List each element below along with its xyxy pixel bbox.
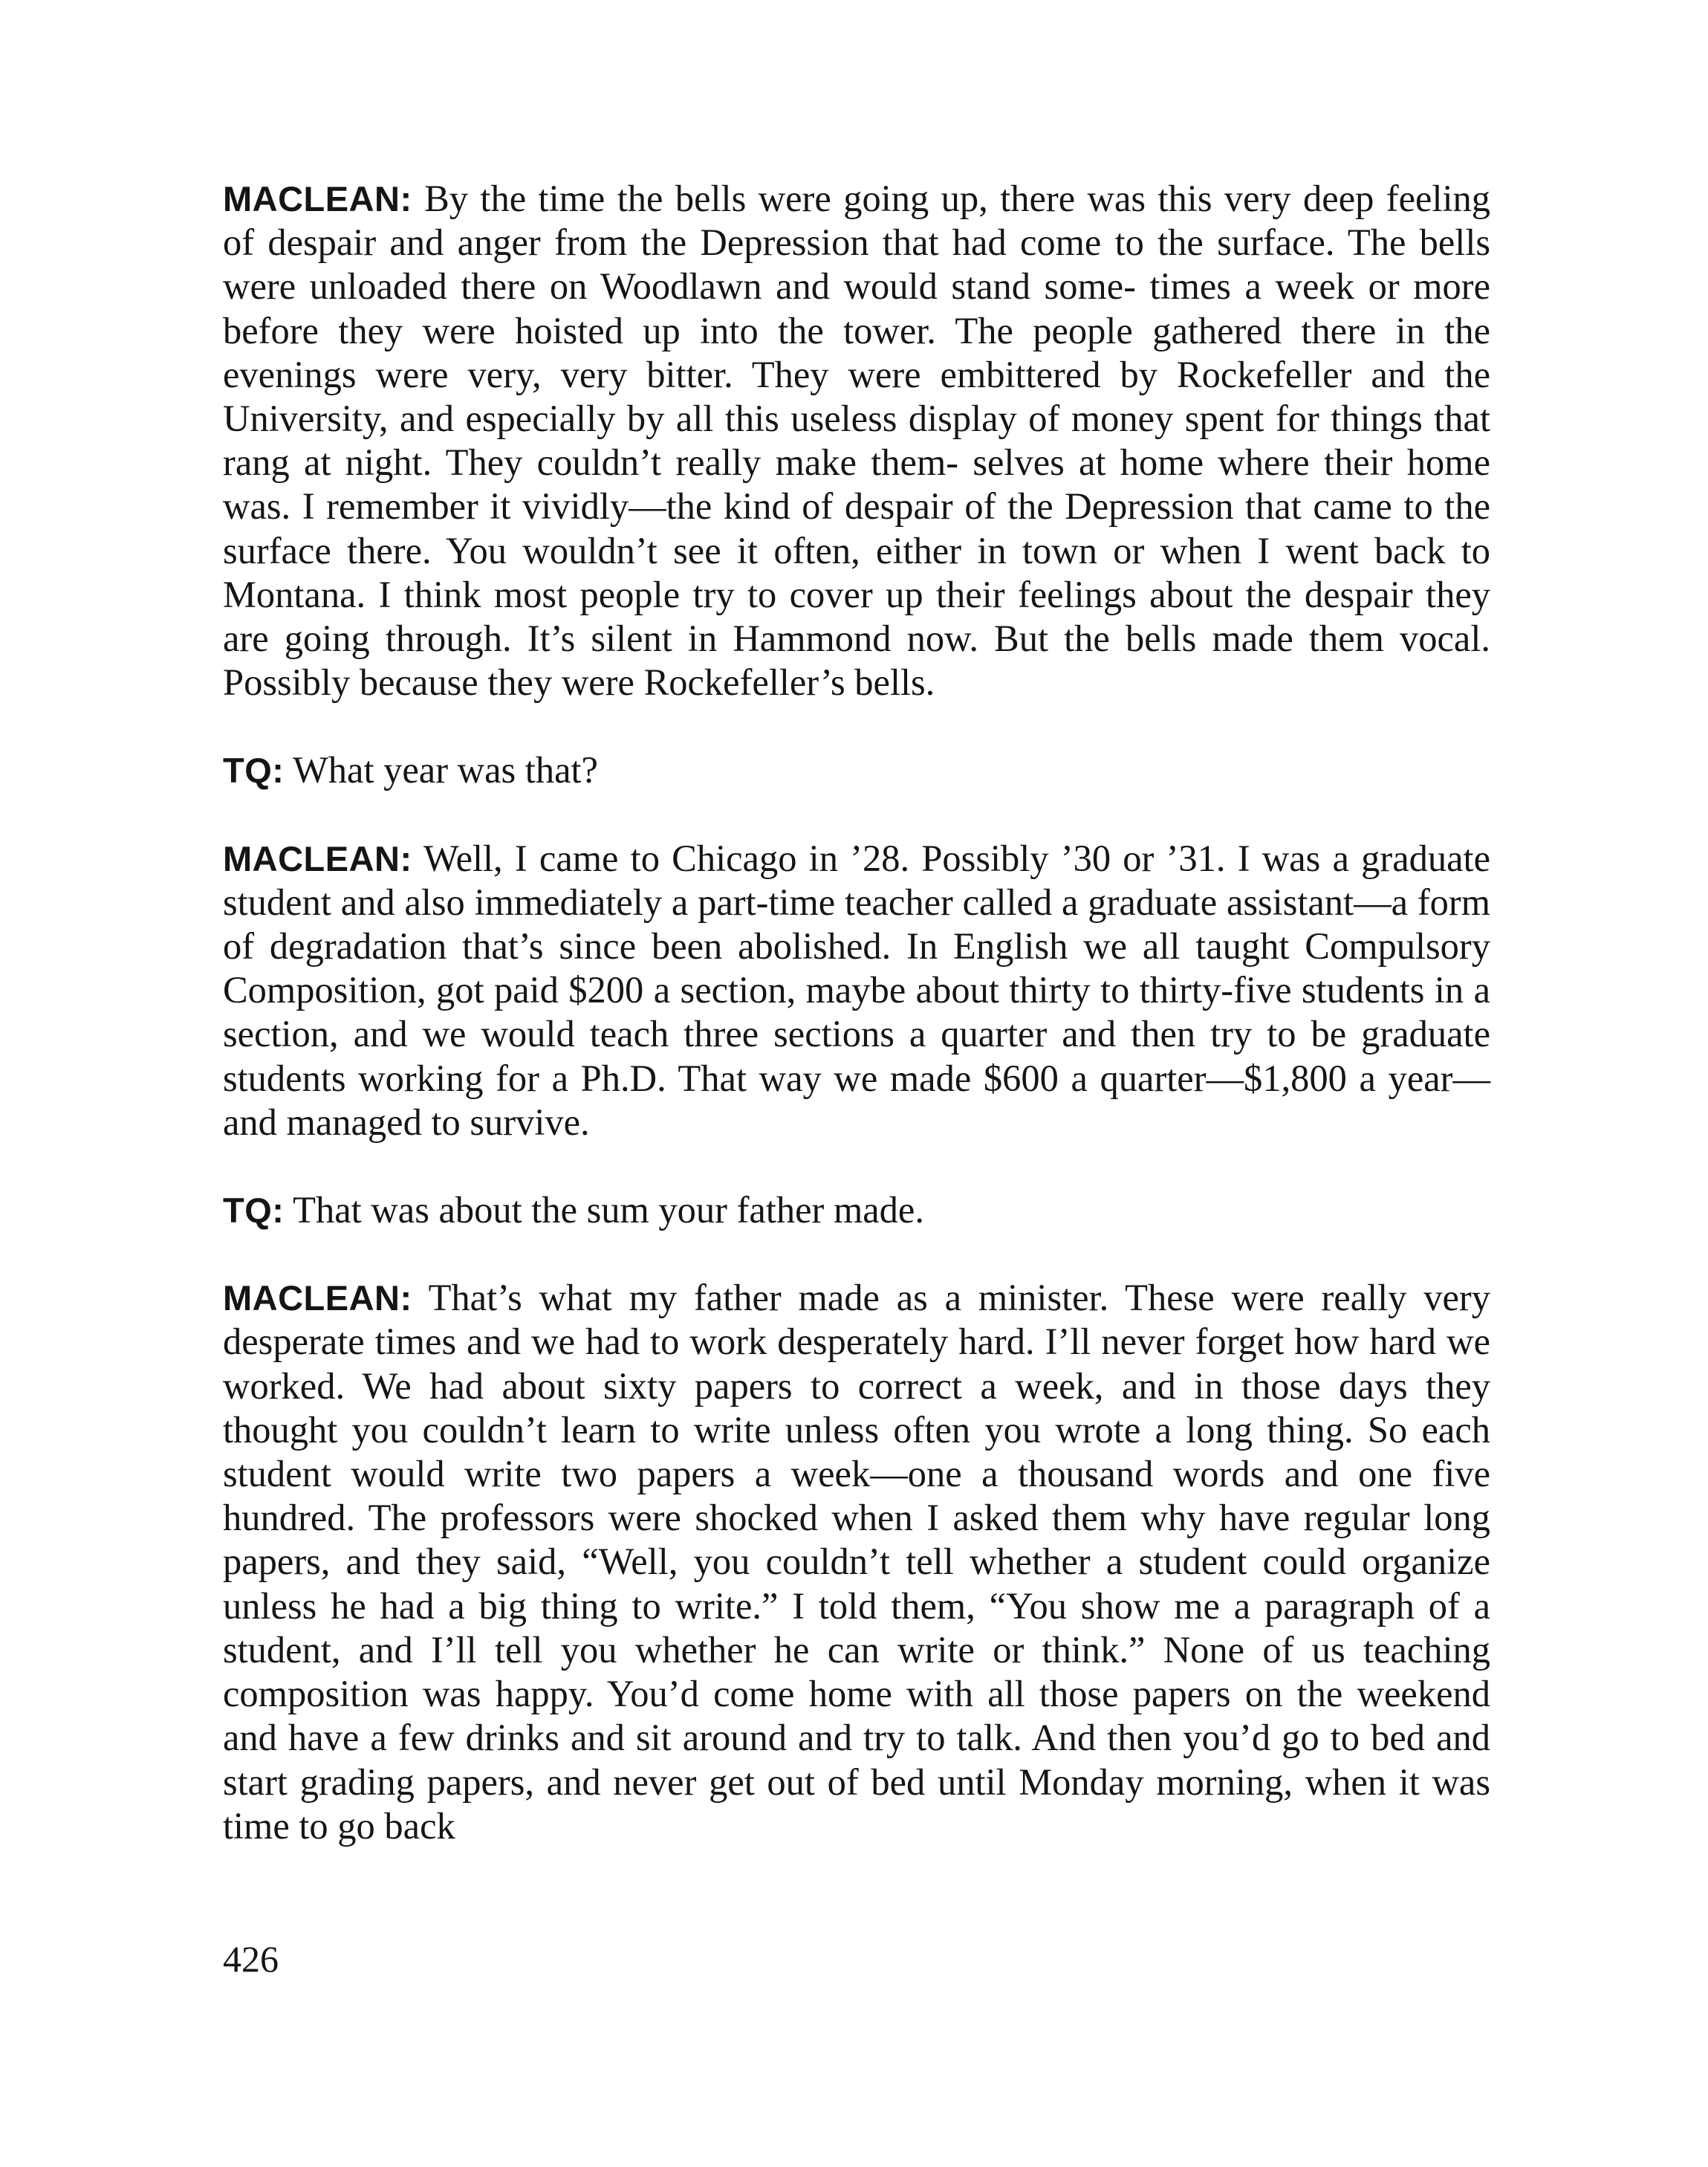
paragraph-maclean-papers [223, 1276, 1490, 1848]
paragraph-text: That’s what my father made as a minister. These were really very desperate times and we had to work desperately hard. I’ll never forget how hard we worked. We had about sixty papers to correct a week, and in those days they thought you couldn’t learn to write unless often you wrote a long thing. So each student would write two papers a week—one a thousand words and one five hundred. The professors were shocked when I asked them why have regular long papers, and they said, “Well, you couldn’t tell whether a student could organize unless he had a big thing to write.” I told them, “You show me a paragraph of a student, and I’ll tell you whether he can write or think.” None of us teaching composition was happy. You’d come home with all those papers on the weekend and have a few drinks and sit around and try to talk. And then you’d go to bed and start grading papers, and never get out of bed until Monday morning, when it was time to go back [223, 1277, 1490, 1847]
speaker-label: TQ: [223, 1191, 285, 1231]
paragraph-text: By the time the bells were going up, there was this very deep feeling of despair and anger from the Depression that had come to the surface. The bells were unloaded there on Woodlawn and would stand some- times a week or more before they were hoisted up into the tower. The people gathered there in the evenings were very, very bitter. They were embittered by Rockefeller and the University, and especially by all this useless display of money spent for things that rang at night. They couldn’t really make them- selves at home where their home was. I remember it vividly—the kind of despair of the Depression that came to the surface there. You wouldn’t see it often, either in town or when I went back to Montana. I think most people try to cover up their feelings about the despair they are going through. It’s silent in Hammond now. But the bells made them vocal. Possibly because they were Rockefeller’s bells. [223, 178, 1491, 704]
document-body [223, 177, 1490, 1892]
speaker-label: MACLEAN: [223, 179, 412, 218]
paragraph-maclean-bells [223, 177, 1490, 704]
paragraph-tq-year [223, 748, 1490, 792]
speaker-label: MACLEAN: [223, 1278, 412, 1318]
paragraph-tq-father [223, 1188, 1490, 1232]
paragraph-maclean-chicago [223, 837, 1490, 1144]
paragraph-text: What year was that? [293, 749, 598, 791]
speaker-label: MACLEAN: [223, 838, 412, 878]
paragraph-text: That was about the sum your father made. [293, 1189, 924, 1231]
page-number: 426 [223, 1938, 279, 1980]
paragraph-text: Well, I came to Chicago in ’28. Possibly ’30 or ’31. I was a graduate student and also immediately a part-time teacher called a graduate assistant—a form of degradation that’s since been abolished. In English we all taught Compulsory Composition, got paid $200 a section, maybe about thirty to thirty-five students in a section, and we would teach three sections a quarter and then try to be graduate students working for a Ph.D. That way we made $600 a quarter—$1,800 a year—and managed to survive. [223, 837, 1490, 1143]
speaker-label: TQ: [223, 751, 285, 791]
